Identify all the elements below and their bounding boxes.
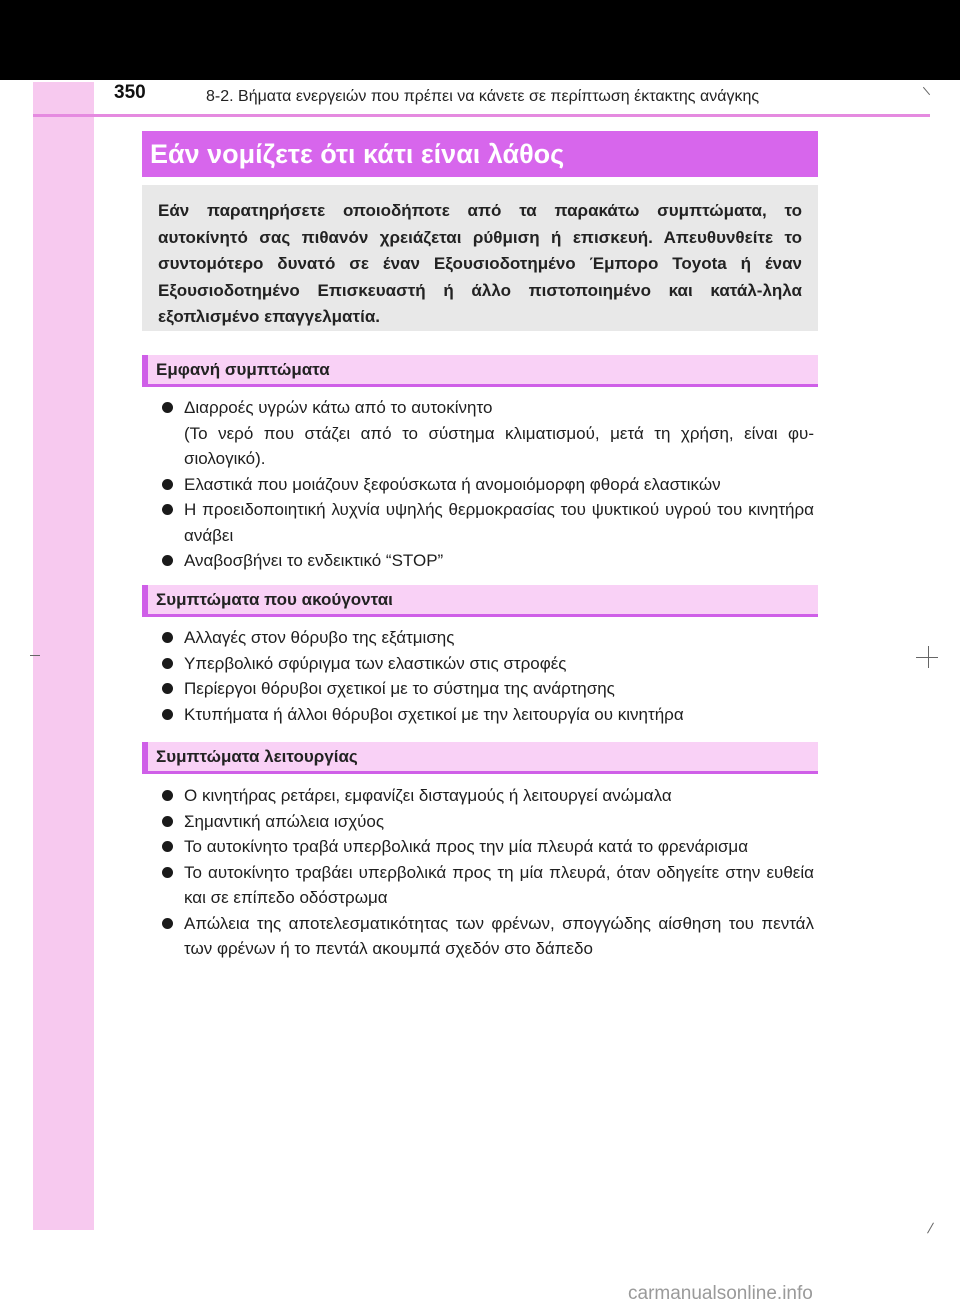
bullet-icon: [162, 632, 173, 643]
running-head: 8-2. Βήματα ενεργειών που πρέπει να κάνετε σε περίπτωση έκτακτης ανάγκης: [206, 88, 760, 105]
bullet-icon: [162, 402, 173, 413]
section-heading-audible-symptoms: Συμπτώματα που ακούγονται: [142, 585, 818, 617]
operational-symptoms-list: [160, 783, 814, 962]
chapter-side-column: [33, 82, 94, 1230]
list-item: Κτυπήματα ή άλλοι θόρυβοι σχετικοί με την λειτουργία ου κινητήρα: [160, 702, 814, 728]
bullet-icon: [162, 841, 173, 852]
section-heading-visible-symptoms: Εμφανή συμπτώματα: [142, 355, 818, 387]
bullet-icon: [162, 816, 173, 827]
crop-mark: [30, 655, 40, 656]
bullet-icon: [162, 867, 173, 878]
bullet-icon: [162, 555, 173, 566]
list-item: Η προειδοποιητική λυχνία υψηλής θερμοκρασίας του ψυκτικού υγρού του κινητήρα ανάβει: [160, 497, 814, 548]
list-item: Το αυτοκίνητο τραβάει υπερβολικά προς τη μία πλευρά, όταν οδηγείτε στην ευθεία και σε επίπεδο οδόστρωμα: [160, 860, 814, 911]
crop-mark: [928, 646, 929, 668]
list-item: Περίεργοι θόρυβοι σχετικοί με το σύστημα της ανάρτησης: [160, 676, 814, 702]
list-item: Απώλεια της αποτελεσματικότητας των φρένων, σπογγώδης αίσθηση του πεντάλ των φρένων ή το πεντάλ ακουμπά σχεδόν στο δάπεδο: [160, 911, 814, 962]
bullet-icon: [162, 683, 173, 694]
list-item: Υπερβολικό σφύριγμα των ελαστικών στις στροφές: [160, 651, 814, 677]
crop-mark: [923, 87, 930, 95]
list-item: Το αυτοκίνητο τραβά υπερβολικά προς την μία πλευρά κατά το φρενάρισμα: [160, 834, 814, 860]
audible-symptoms-list: [160, 625, 814, 727]
bullet-icon: [162, 479, 173, 490]
bullet-icon: [162, 918, 173, 929]
page-number: 350: [114, 82, 146, 103]
list-item: Ο κινητήρας ρετάρει, εμφανίζει δισταγμούς ή λειτουργεί ανώμαλα: [160, 783, 814, 809]
crop-mark: [927, 1223, 934, 1234]
list-item: Αλλαγές στον θόρυβο της εξάτμισης: [160, 625, 814, 651]
list-item: Σημαντική απώλεια ισχύος: [160, 809, 814, 835]
bullet-icon: [162, 504, 173, 515]
page-title: Εάν νομίζετε ότι κάτι είναι λάθος: [142, 131, 818, 177]
list-item: Διαρροές υγρών κάτω από το αυτοκίνητο (Το νερό που στάζει από το σύστημα κλιματισμού, μετά τη χρήση, είναι φυ-σιολογικό).: [160, 395, 814, 472]
watermark-text: carmanualsonline.info: [628, 1283, 813, 1304]
section-heading-operational-symptoms: Συμπτώματα λειτουργίας: [142, 742, 818, 774]
list-item: Αναβοσβήνει το ενδεικτικό “STOP”: [160, 548, 814, 574]
visible-symptoms-list: [160, 395, 814, 574]
bullet-icon: [162, 658, 173, 669]
intro-box: [142, 185, 818, 331]
crop-mark: [916, 657, 938, 658]
note-text: (Το νερό που στάζει από το σύστημα κλιματισμού, μετά τη χρήση, είναι φυ-σιολογικό).: [184, 423, 814, 468]
bullet-icon: [162, 709, 173, 720]
header-rule: [33, 114, 930, 117]
list-item: Ελαστικά που μοιάζουν ξεφούσκωτα ή ανομοιόμορφη φθορά ελαστικών: [160, 472, 814, 498]
intro-text: Εάν παρατηρήσετε οποιοδήποτε από τα παρακάτω συμπτώματα, το αυτοκίνητό σας πιθανόν χρειάζεται ρύθμιση ή επισκευή. Απευθυνθείτε το συντομότερο δυνατό σε έναν Εξουσιοδοτημένο Έμπορο Toyota ή έναν Εξουσιοδοτημένο Επισκευαστή ή άλλο πιστοποιημένο και κατάλ-ληλα εξοπλισμένο επαγγελματία.: [158, 201, 802, 326]
top-black-bar: [0, 0, 960, 80]
bullet-icon: [162, 790, 173, 801]
